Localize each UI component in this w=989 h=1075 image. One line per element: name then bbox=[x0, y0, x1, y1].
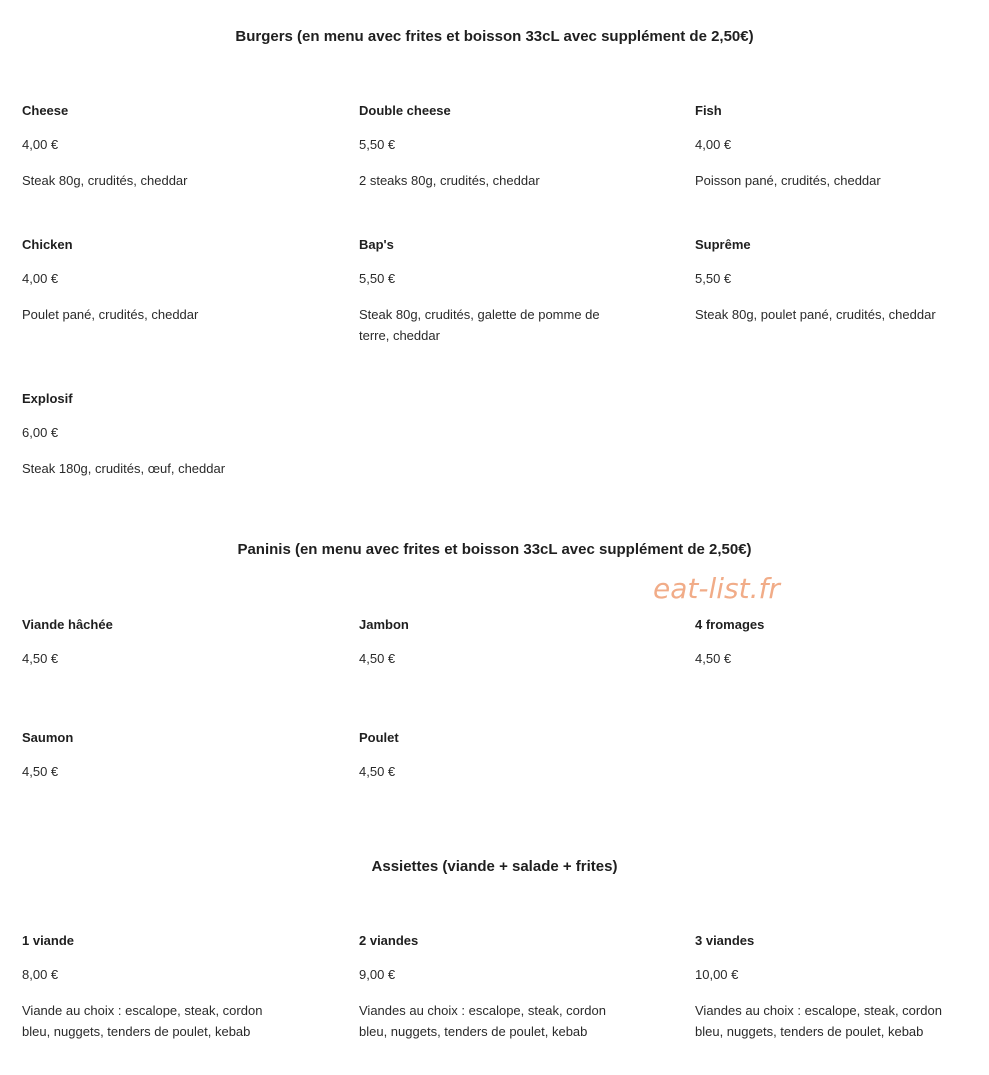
menu-item-2-viandes bbox=[359, 932, 629, 1039]
item-price: 4,50 € bbox=[359, 764, 396, 779]
menu-item-1-viande bbox=[22, 932, 292, 1039]
item-price: 5,50 € bbox=[359, 137, 396, 152]
item-price: 4,50 € bbox=[695, 651, 732, 666]
item-name: Explosif bbox=[22, 391, 73, 406]
menu-item-explosif bbox=[22, 390, 292, 476]
burgers-section-title: Burgers (en menu avec frites et boisson 33cL avec supplément de 2,50€) bbox=[235, 28, 754, 45]
item-price: 4,00 € bbox=[22, 137, 59, 152]
menu-item-baps bbox=[359, 236, 629, 343]
item-price: 6,00 € bbox=[22, 425, 59, 440]
menu-item-saumon bbox=[22, 729, 292, 779]
item-price: 4,50 € bbox=[359, 651, 396, 666]
item-name: Viande hâchée bbox=[22, 617, 113, 632]
item-price: 4,00 € bbox=[22, 271, 59, 286]
item-description: Steak 80g, crudités, cheddar bbox=[22, 173, 188, 188]
item-description: Poisson pané, crudités, cheddar bbox=[695, 173, 881, 188]
item-name: Chicken bbox=[22, 237, 73, 252]
menu-item-fish bbox=[695, 102, 965, 188]
item-description: Viandes au choix : escalope, steak, cordon bleu, nuggets, tenders de poulet, kebab bbox=[695, 1003, 942, 1039]
item-description: Poulet pané, crudités, cheddar bbox=[22, 307, 199, 322]
item-name: Poulet bbox=[359, 730, 399, 745]
item-description: Viande au choix : escalope, steak, cordon bleu, nuggets, tenders de poulet, kebab bbox=[22, 1003, 263, 1039]
menu-item-poulet bbox=[359, 729, 629, 779]
menu-item-cheese bbox=[22, 102, 292, 188]
item-description: Viandes au choix : escalope, steak, cordon bleu, nuggets, tenders de poulet, kebab bbox=[359, 1003, 606, 1039]
item-price: 4,50 € bbox=[22, 764, 59, 779]
item-name: Saumon bbox=[22, 730, 74, 745]
item-description: 2 steaks 80g, crudités, cheddar bbox=[359, 173, 540, 188]
menu-item-chicken bbox=[22, 236, 292, 322]
menu-item-3-viandes bbox=[695, 932, 965, 1039]
menu-item-jambon bbox=[359, 616, 629, 666]
assiettes-section-title: Assiettes (viande + salade + frites) bbox=[371, 858, 618, 875]
item-name: 2 viandes bbox=[359, 933, 419, 948]
item-price: 5,50 € bbox=[695, 271, 732, 286]
paninis-section-title: Paninis (en menu avec frites et boisson 33cL avec supplément de 2,50€) bbox=[237, 541, 752, 558]
item-name: Bap's bbox=[359, 237, 394, 252]
item-description: Steak 80g, poulet pané, crudités, cheddar bbox=[695, 307, 936, 322]
item-name: 3 viandes bbox=[695, 933, 755, 948]
menu-item-double-cheese bbox=[359, 102, 629, 188]
menu-item-4-fromages bbox=[695, 616, 965, 666]
item-price: 9,00 € bbox=[359, 967, 396, 982]
item-name: Suprême bbox=[695, 237, 751, 252]
item-name: 1 viande bbox=[22, 933, 75, 948]
item-name: 4 fromages bbox=[695, 617, 765, 632]
item-price: 4,00 € bbox=[695, 137, 732, 152]
item-name: Double cheese bbox=[359, 103, 451, 118]
watermark-text: eat-list.fr bbox=[653, 572, 780, 605]
menu-item-viande-hachee bbox=[22, 616, 292, 666]
item-price: 4,50 € bbox=[22, 651, 59, 666]
item-description: Steak 80g, crudités, galette de pomme de terre, cheddar bbox=[359, 307, 600, 343]
item-price: 8,00 € bbox=[22, 967, 59, 982]
item-description: Steak 180g, crudités, œuf, cheddar bbox=[22, 461, 226, 476]
item-name: Cheese bbox=[22, 103, 69, 118]
item-name: Fish bbox=[695, 103, 722, 118]
item-name: Jambon bbox=[359, 617, 409, 632]
menu-item-supreme bbox=[695, 236, 965, 322]
item-price: 10,00 € bbox=[695, 967, 739, 982]
item-price: 5,50 € bbox=[359, 271, 396, 286]
